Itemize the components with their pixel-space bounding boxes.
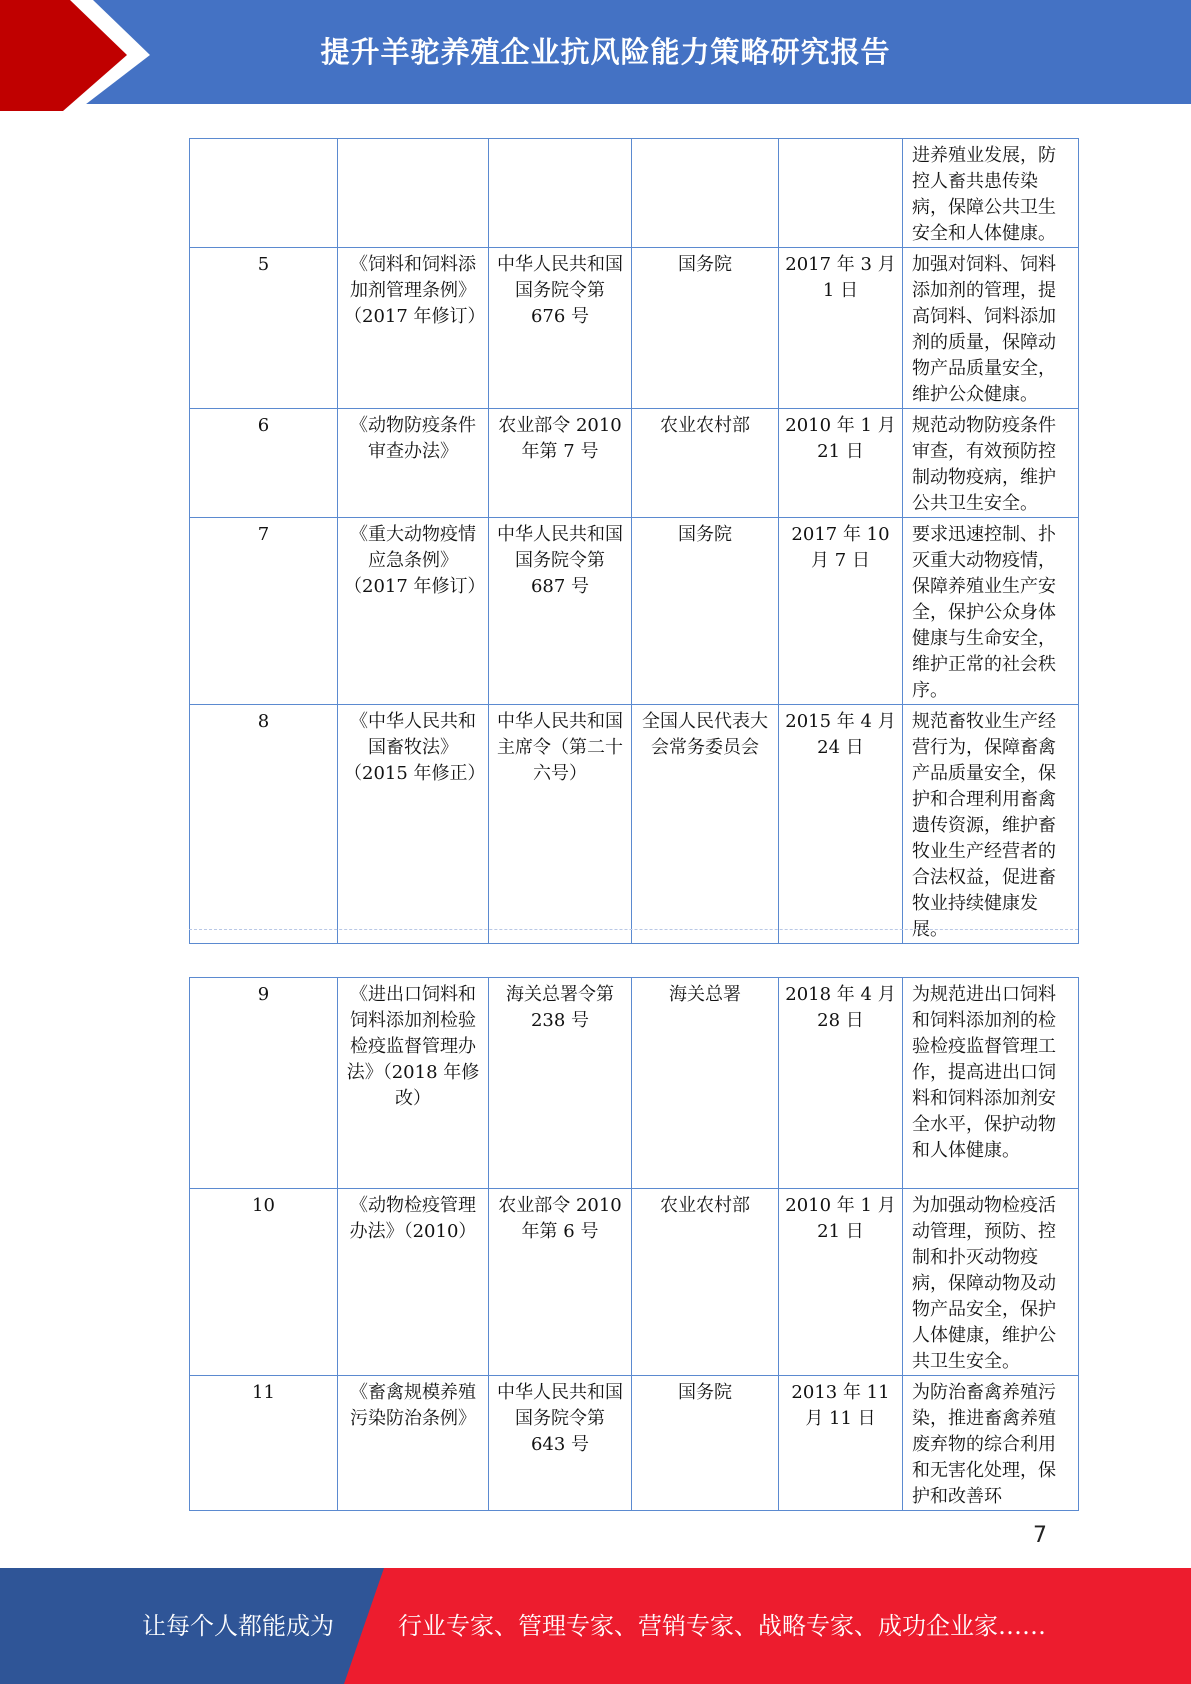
header-banner bbox=[0, 0, 1191, 111]
cell-authority: 全国人民代表大会常务委员会 bbox=[632, 705, 779, 944]
cell-date: 2018 年 4 月 28 日 bbox=[779, 978, 903, 1189]
table-row bbox=[190, 248, 1079, 409]
cell-date: 2010 年 1 月 21 日 bbox=[779, 1189, 903, 1376]
cell-no: 9 bbox=[190, 978, 338, 1189]
cell-issuer-doc: 中华人民共和国国务院令第 643 号 bbox=[489, 1376, 632, 1511]
table-row bbox=[190, 978, 1079, 1189]
footer-slogan-left: 让每个人都能成为 bbox=[142, 1612, 334, 1640]
report-title: 提升羊驼养殖企业抗风险能力策略研究报告 bbox=[320, 35, 891, 69]
cell-purpose: 要求迅速控制、扑灭重大动物疫情，保障养殖业生产安全，保护公众身体健康与生命安全，维护正常的社会秩序。 bbox=[903, 518, 1079, 705]
table-row bbox=[190, 1189, 1079, 1376]
cell-no: 11 bbox=[190, 1376, 338, 1511]
cell-date: 2017 年 10 月 7 日 bbox=[779, 518, 903, 705]
regulations-table-part-2 bbox=[189, 977, 1079, 1511]
cell-authority bbox=[632, 139, 779, 248]
cell-name bbox=[338, 139, 489, 248]
cell-date: 2010 年 1 月 21 日 bbox=[779, 409, 903, 518]
cell-purpose: 规范畜牧业生产经营行为，保障畜禽产品质量安全，保护和合理利用畜禽遗传资源，维护畜牧业生产经营者的合法权益，促进畜牧业持续健康发展。 bbox=[903, 705, 1079, 944]
cell-date: 2013 年 11 月 11 日 bbox=[779, 1376, 903, 1511]
cell-issuer-doc: 农业部令 2010 年第 6 号 bbox=[489, 1189, 632, 1376]
cell-no: 7 bbox=[190, 518, 338, 705]
cell-authority: 国务院 bbox=[632, 518, 779, 705]
cell-date: 2015 年 4 月 24 日 bbox=[779, 705, 903, 944]
table-row bbox=[190, 518, 1079, 705]
cell-date bbox=[779, 139, 903, 248]
cell-name: 《动物防疫条件审查办法》 bbox=[338, 409, 489, 518]
page-break-line bbox=[189, 929, 1078, 931]
cell-issuer-doc bbox=[489, 139, 632, 248]
cell-no bbox=[190, 139, 338, 248]
table-row bbox=[190, 705, 1079, 944]
cell-purpose: 为规范进出口饲料和饲料添加剂的检验检疫监督管理工作，提高进出口饲料和饲料添加剂安全水平，保护动物和人体健康。 bbox=[903, 978, 1079, 1189]
cell-no: 5 bbox=[190, 248, 338, 409]
table-row bbox=[190, 409, 1079, 518]
footer-banner bbox=[0, 1568, 1191, 1684]
cell-issuer-doc: 海关总署令第 238 号 bbox=[489, 978, 632, 1189]
cell-name: 《中华人民共和国畜牧法》（2015 年修正） bbox=[338, 705, 489, 944]
cell-no: 6 bbox=[190, 409, 338, 518]
cell-purpose: 规范动物防疫条件审查，有效预防控制动物疫病，维护公共卫生安全。 bbox=[903, 409, 1079, 518]
cell-name: 《动物检疫管理办法》（2010） bbox=[338, 1189, 489, 1376]
cell-name: 《重大动物疫情应急条例》（2017 年修订） bbox=[338, 518, 489, 705]
cell-purpose: 加强对饲料、饲料添加剂的管理，提高饲料、饲料添加剂的质量，保障动物产品质量安全，维护公众健康。 bbox=[903, 248, 1079, 409]
footer-slogan-right: 行业专家、管理专家、营销专家、战略专家、成功企业家…… bbox=[398, 1612, 1046, 1640]
cell-date: 2017 年 3 月 1 日 bbox=[779, 248, 903, 409]
cell-name: 《进出口饲料和饲料添加剂检验检疫监督管理办法》（2018 年修改） bbox=[338, 978, 489, 1189]
cell-issuer-doc: 中华人民共和国国务院令第 687 号 bbox=[489, 518, 632, 705]
cell-name: 《饲料和饲料添加剂管理条例》（2017 年修订） bbox=[338, 248, 489, 409]
table-row bbox=[190, 139, 1079, 248]
cell-issuer-doc: 中华人民共和国国务院令第 676 号 bbox=[489, 248, 632, 409]
cell-authority: 农业农村部 bbox=[632, 409, 779, 518]
cell-issuer-doc: 农业部令 2010 年第 7 号 bbox=[489, 409, 632, 518]
table-row bbox=[190, 1376, 1079, 1511]
cell-purpose: 为防治畜禽养殖污染，推进畜禽养殖废弃物的综合利用和无害化处理，保护和改善环 bbox=[903, 1376, 1079, 1511]
cell-authority: 国务院 bbox=[632, 1376, 779, 1511]
cell-authority: 农业农村部 bbox=[632, 1189, 779, 1376]
cell-purpose: 为加强动物检疫活动管理，预防、控制和扑灭动物疫病，保障动物及动物产品安全，保护人体健康，维护公共卫生安全。 bbox=[903, 1189, 1079, 1376]
cell-no: 10 bbox=[190, 1189, 338, 1376]
cell-purpose: 进养殖业发展，防控人畜共患传染病，保障公共卫生安全和人体健康。 bbox=[903, 139, 1079, 248]
cell-authority: 国务院 bbox=[632, 248, 779, 409]
cell-issuer-doc: 中华人民共和国主席令（第二十六号） bbox=[489, 705, 632, 944]
regulations-table-part-1 bbox=[189, 138, 1079, 944]
page-number: 7 bbox=[1033, 1523, 1047, 1548]
cell-no: 8 bbox=[190, 705, 338, 944]
cell-name: 《畜禽规模养殖污染防治条例》 bbox=[338, 1376, 489, 1511]
cell-authority: 海关总署 bbox=[632, 978, 779, 1189]
